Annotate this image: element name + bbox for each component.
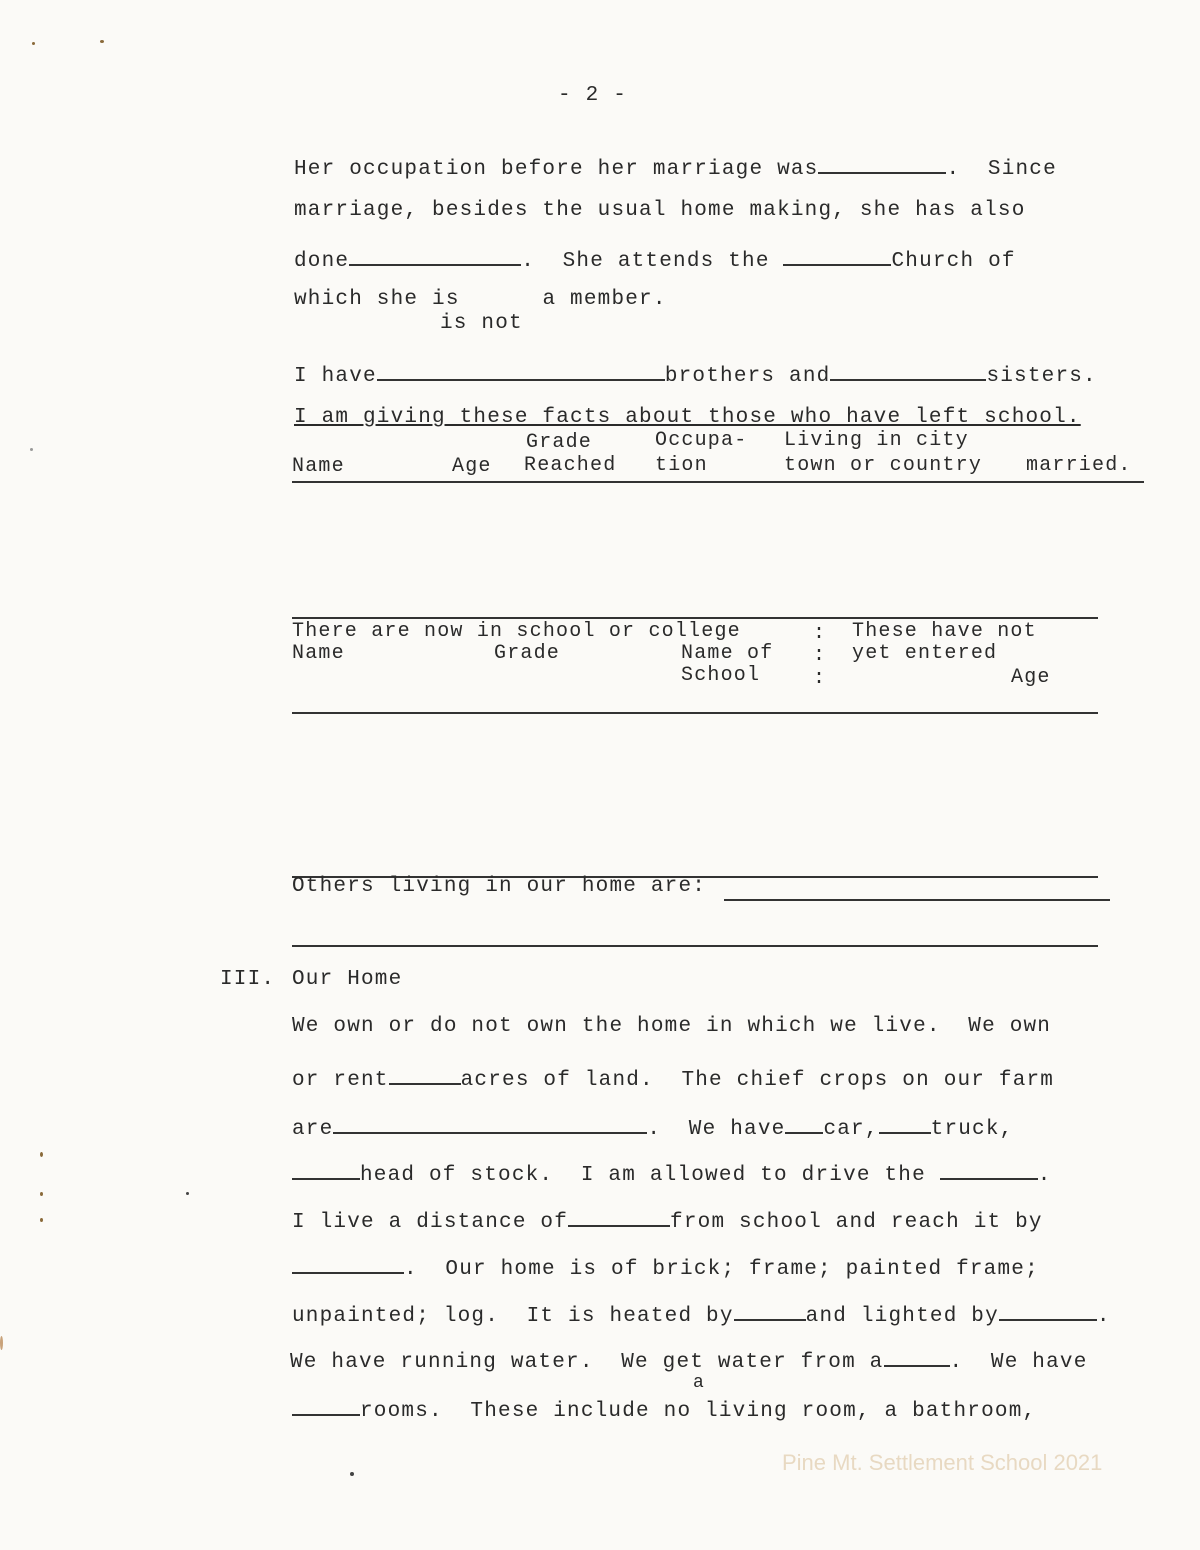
water-text: We have running water. We get water from a — [290, 1351, 884, 1374]
left-school-header-rule — [292, 481, 1144, 483]
in-school-col-grade: Grade — [494, 642, 561, 665]
others-blank-2 — [292, 945, 1098, 947]
water-blank — [884, 1345, 950, 1367]
or-rent-text: or rent — [292, 1069, 389, 1092]
siblings-line — [294, 359, 1097, 389]
speck — [350, 1472, 354, 1476]
drive-blank — [940, 1158, 1038, 1180]
speck — [186, 1192, 189, 1195]
column-separator-2: : — [813, 644, 827, 667]
are-text: are — [292, 1118, 334, 1141]
sisters-text: sisters. — [986, 365, 1097, 388]
truck-blank — [879, 1112, 931, 1134]
col-occupation-bottom: tion — [655, 454, 708, 477]
in-school-col-name: Name — [292, 642, 345, 665]
left-school-heading: I am giving these facts about those who have left school. — [294, 406, 1081, 429]
stock-line — [292, 1158, 1052, 1188]
occupation-line — [294, 152, 1057, 182]
occupation-blank — [818, 152, 946, 174]
rooms-blank — [292, 1394, 360, 1416]
car-text: car, — [823, 1118, 879, 1141]
reach-blank — [292, 1252, 404, 1274]
stock-text: head of stock. I am allowed to drive the — [360, 1164, 940, 1187]
done-blank — [349, 244, 521, 266]
not-entered-header-1: These have not — [852, 620, 1037, 643]
speck — [40, 1218, 43, 1222]
section-title: Our Home — [292, 968, 403, 991]
col-married: married. — [1026, 454, 1132, 477]
col-living-bottom: town or country — [784, 454, 983, 477]
church-line — [294, 244, 1016, 274]
crops-blank — [333, 1112, 647, 1134]
col-grade-top: Grade — [526, 431, 593, 454]
lighted-blank — [999, 1299, 1097, 1321]
we-have-text: . We have — [647, 1118, 786, 1141]
occupation-text: Her occupation before her marriage was — [294, 158, 819, 181]
col-age: Age — [452, 455, 492, 478]
stock-period: . — [1037, 1164, 1052, 1187]
sisters-blank — [830, 359, 986, 381]
i-have-text: I have — [294, 365, 377, 388]
acres-text: acres of land. The chief crops on our farm — [460, 1069, 1055, 1092]
speck — [30, 448, 33, 451]
a-member-text: a member. — [542, 288, 667, 311]
section-numeral: III. — [220, 968, 276, 991]
col-living-top: Living in city — [784, 429, 969, 452]
done-text: done — [294, 250, 350, 273]
member-line — [294, 288, 667, 312]
speck — [0, 1336, 3, 1350]
watermark: Pine Mt. Settlement School 2021 — [782, 1450, 1103, 1475]
heating-line — [292, 1299, 1111, 1329]
column-separator-1: : — [813, 622, 827, 645]
speck — [40, 1192, 43, 1196]
not-entered-header-2: yet entered — [852, 642, 998, 665]
material-line — [292, 1252, 1039, 1282]
speck — [40, 1152, 43, 1157]
in-school-col-school-bottom: School — [681, 664, 761, 687]
reach-text: from school and reach it by — [670, 1211, 1043, 1234]
brothers-blank — [377, 359, 665, 381]
rooms-text: rooms. These include no living room, a bathroom, — [360, 1400, 1037, 1423]
brothers-text: brothers and — [664, 365, 831, 388]
column-separator-3: : — [813, 667, 827, 690]
inserted-a: a — [693, 1373, 706, 1393]
rooms-line — [292, 1394, 1036, 1424]
in-school-header: There are now in school or college — [292, 620, 741, 643]
distance-blank — [568, 1205, 670, 1227]
distance-line — [292, 1205, 1043, 1235]
we-have-rooms-text: . We have — [949, 1351, 1088, 1374]
crops-line — [292, 1112, 1013, 1142]
lighted-period: . — [1096, 1305, 1111, 1328]
in-school-col-school-top: Name of — [681, 642, 774, 665]
stock-blank — [292, 1158, 360, 1180]
since-text: . Since — [946, 158, 1057, 181]
material-text: . Our home is of brick; frame; painted frame; — [404, 1258, 1039, 1281]
speck — [100, 40, 104, 43]
marriage-line: marriage, besides the usual home making, she has also — [294, 199, 1026, 222]
is-not-text: is not — [440, 312, 523, 335]
others-blank-1 — [724, 899, 1110, 901]
speck — [32, 42, 35, 45]
page-number: - 2 - — [558, 84, 628, 107]
church-of-text: Church of — [891, 250, 1016, 273]
col-occupation-top: Occupa- — [655, 429, 748, 452]
col-name: Name — [292, 455, 345, 478]
col-grade-bottom: Reached — [524, 454, 617, 477]
home-own-line: We own or do not own the home in which we live. We own — [292, 1015, 1052, 1038]
car-blank — [785, 1112, 823, 1134]
in-school-bottom-rule — [292, 712, 1098, 714]
lighted-text: and lighted by — [805, 1305, 999, 1328]
truck-text: truck, — [930, 1118, 1014, 1141]
in-school-top-rule — [292, 617, 1098, 619]
acres-line — [292, 1063, 1054, 1093]
which-she-is-text: which she is — [294, 288, 460, 311]
not-entered-col-age: Age — [1011, 666, 1051, 689]
heated-text: unpainted; log. It is heated by — [292, 1305, 734, 1328]
distance-text: I live a distance of — [292, 1211, 569, 1234]
water-line — [290, 1345, 1088, 1375]
others-living-text: Others living in our home are: — [292, 875, 707, 898]
church-blank — [783, 244, 891, 266]
attends-text: . She attends the — [521, 250, 784, 273]
heated-blank — [734, 1299, 806, 1321]
acres-blank — [389, 1063, 461, 1085]
